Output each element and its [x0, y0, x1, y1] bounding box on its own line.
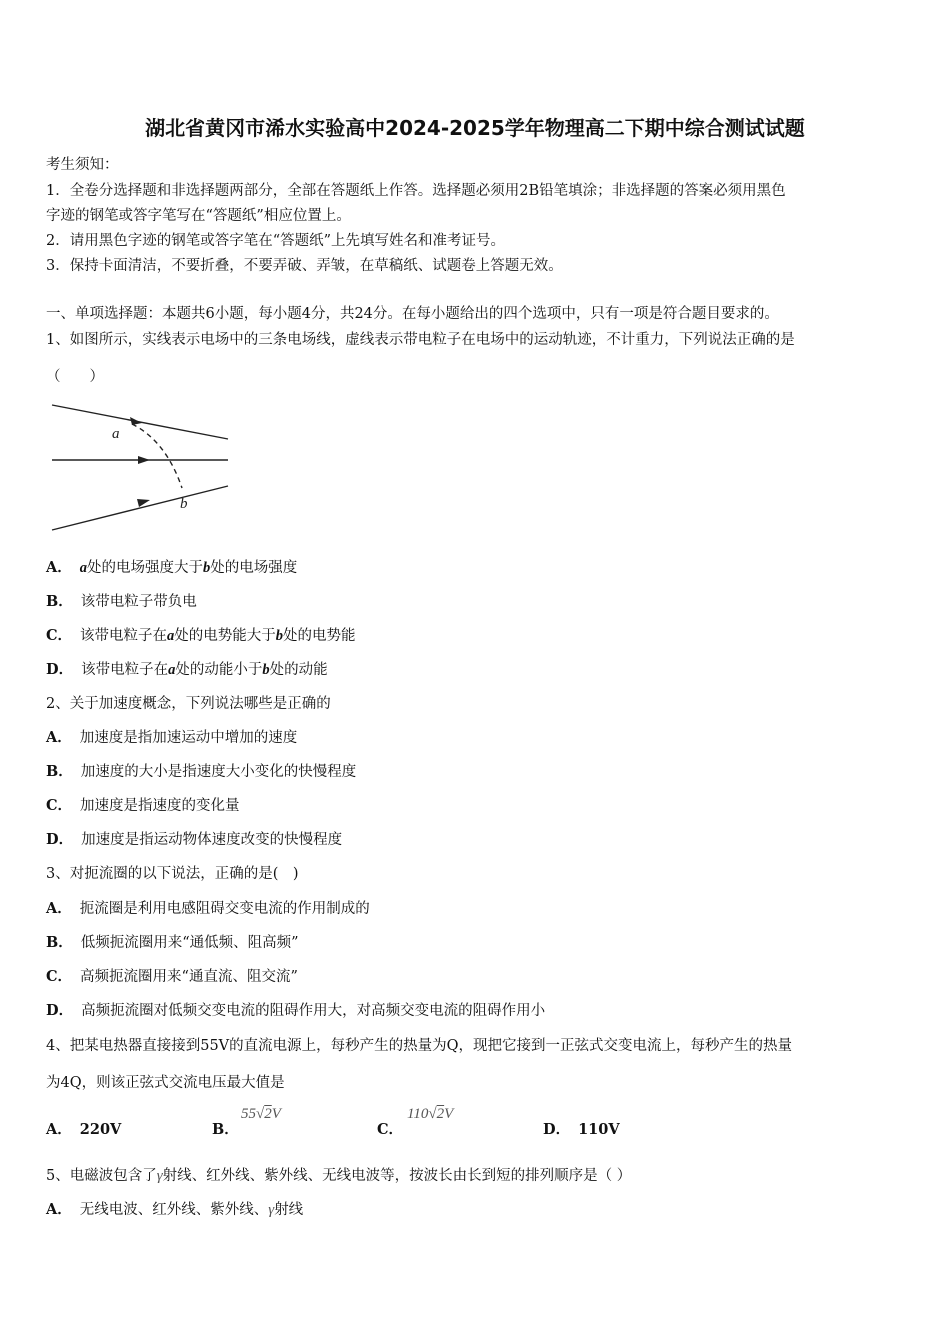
q2-option-d: D． 加速度是指运动物体速度改变的快慢程度 [46, 831, 343, 848]
q4-option-a: A． 220V [46, 1121, 122, 1138]
q4-stem-line1: 4、把某电热器直接接到55V的直流电源上，每秒产生的热量为Q，现把它接到一正弦式交变电流上，每秒产生的热量 [46, 1038, 793, 1054]
q1-stem: 1、如图所示，实线表示电场中的三条电场线，虚线表示带电粒子在电场中的运动轨迹，不计重力，下列说法正确的是 [46, 332, 795, 348]
label-a: a [112, 426, 120, 442]
q4-option-c: C． [377, 1121, 404, 1138]
page-title: 湖北省黄冈市浠水实验高中2024-2025学年物理高二下期中综合测试试题 [145, 116, 805, 140]
q4-option-b: B． [212, 1121, 239, 1138]
notice-item-2: 2．请用黑色字迹的钢笔或答字笔在“答题纸”上先填写姓名和准考证号。 [46, 233, 506, 249]
label-b: b [180, 496, 188, 512]
q4-option-b-formula: 55√2V [241, 1106, 281, 1122]
electric-field-figure [46, 396, 236, 536]
q2-stem: 2、关于加速度概念，下列说法哪些是正确的 [46, 696, 331, 712]
q4-option-d: D． 110V [543, 1121, 620, 1138]
q3-option-d: D． 高频扼流圈对低频交变电流的阻碍作用大，对高频交变电流的阻碍作用小 [46, 1002, 546, 1019]
field-line-bottom [52, 486, 228, 530]
q1-option-c: C． 该带电粒子在a处的电势能大于b处的电势能 [46, 627, 356, 644]
arrow-top [130, 417, 142, 425]
q1-option-b: B． 该带电粒子带负电 [46, 593, 197, 610]
notice-item-1-cont: 字迹的钢笔或答字笔写在“答题纸”相应位置上。 [46, 208, 351, 224]
q2-option-a: A． 加速度是指加速运动中增加的速度 [46, 729, 298, 746]
q1-paren: （ ） [46, 369, 104, 385]
q2-option-c: C． 加速度是指速度的变化量 [46, 797, 240, 814]
notice-item-1: 1．全卷分选择题和非选择题两部分，全部在答题纸上作答。选择题必须用2B铅笔填涂；非选择题的答案必须用黑色 [46, 183, 786, 199]
q3-option-b: B． 低频扼流圈用来“通低频、阻高频” [46, 934, 299, 951]
q3-stem: 3、对扼流圈的以下说法，正确的是( ) [46, 866, 299, 882]
q2-option-b: B． 加速度的大小是指速度大小变化的快慢程度 [46, 763, 357, 780]
notice-heading: 考生须知： [46, 157, 119, 173]
section-heading: 一、单项选择题：本题共6小题，每小题4分，共24分。在每小题给出的四个选项中，只有一项是符合题目要求的。 [46, 306, 779, 322]
gamma-symbol: γ [156, 1168, 163, 1184]
arrow-middle [138, 456, 150, 464]
q1-option-a: A． a处的电场强度大于b处的电场强度 [46, 559, 298, 576]
q5-option-a: A． 无线电波、红外线、紫外线、γ射线 [46, 1201, 304, 1218]
q4-stem-line2: 为4Q，则该正弦式交流电压最大值是 [46, 1075, 285, 1091]
q1-option-d: D． 该带电粒子在a处的动能小于b处的动能 [46, 661, 328, 678]
q4-option-c-formula: 110√2V [407, 1106, 454, 1122]
q3-option-a: A． 扼流圈是利用电感阻碍交变电流的作用制成的 [46, 900, 370, 917]
q3-option-c: C． 高频扼流圈用来“通直流、阻交流” [46, 968, 298, 985]
trajectory-dashed [132, 424, 182, 488]
notice-item-3: 3．保持卡面清洁，不要折叠，不要弄破、弄皱，在草稿纸、试题卷上答题无效。 [46, 258, 563, 274]
q5-stem: 5、电磁波包含了γ射线、红外线、紫外线、无线电波等，按波长由长到短的排列顺序是（ ） [46, 1168, 632, 1184]
